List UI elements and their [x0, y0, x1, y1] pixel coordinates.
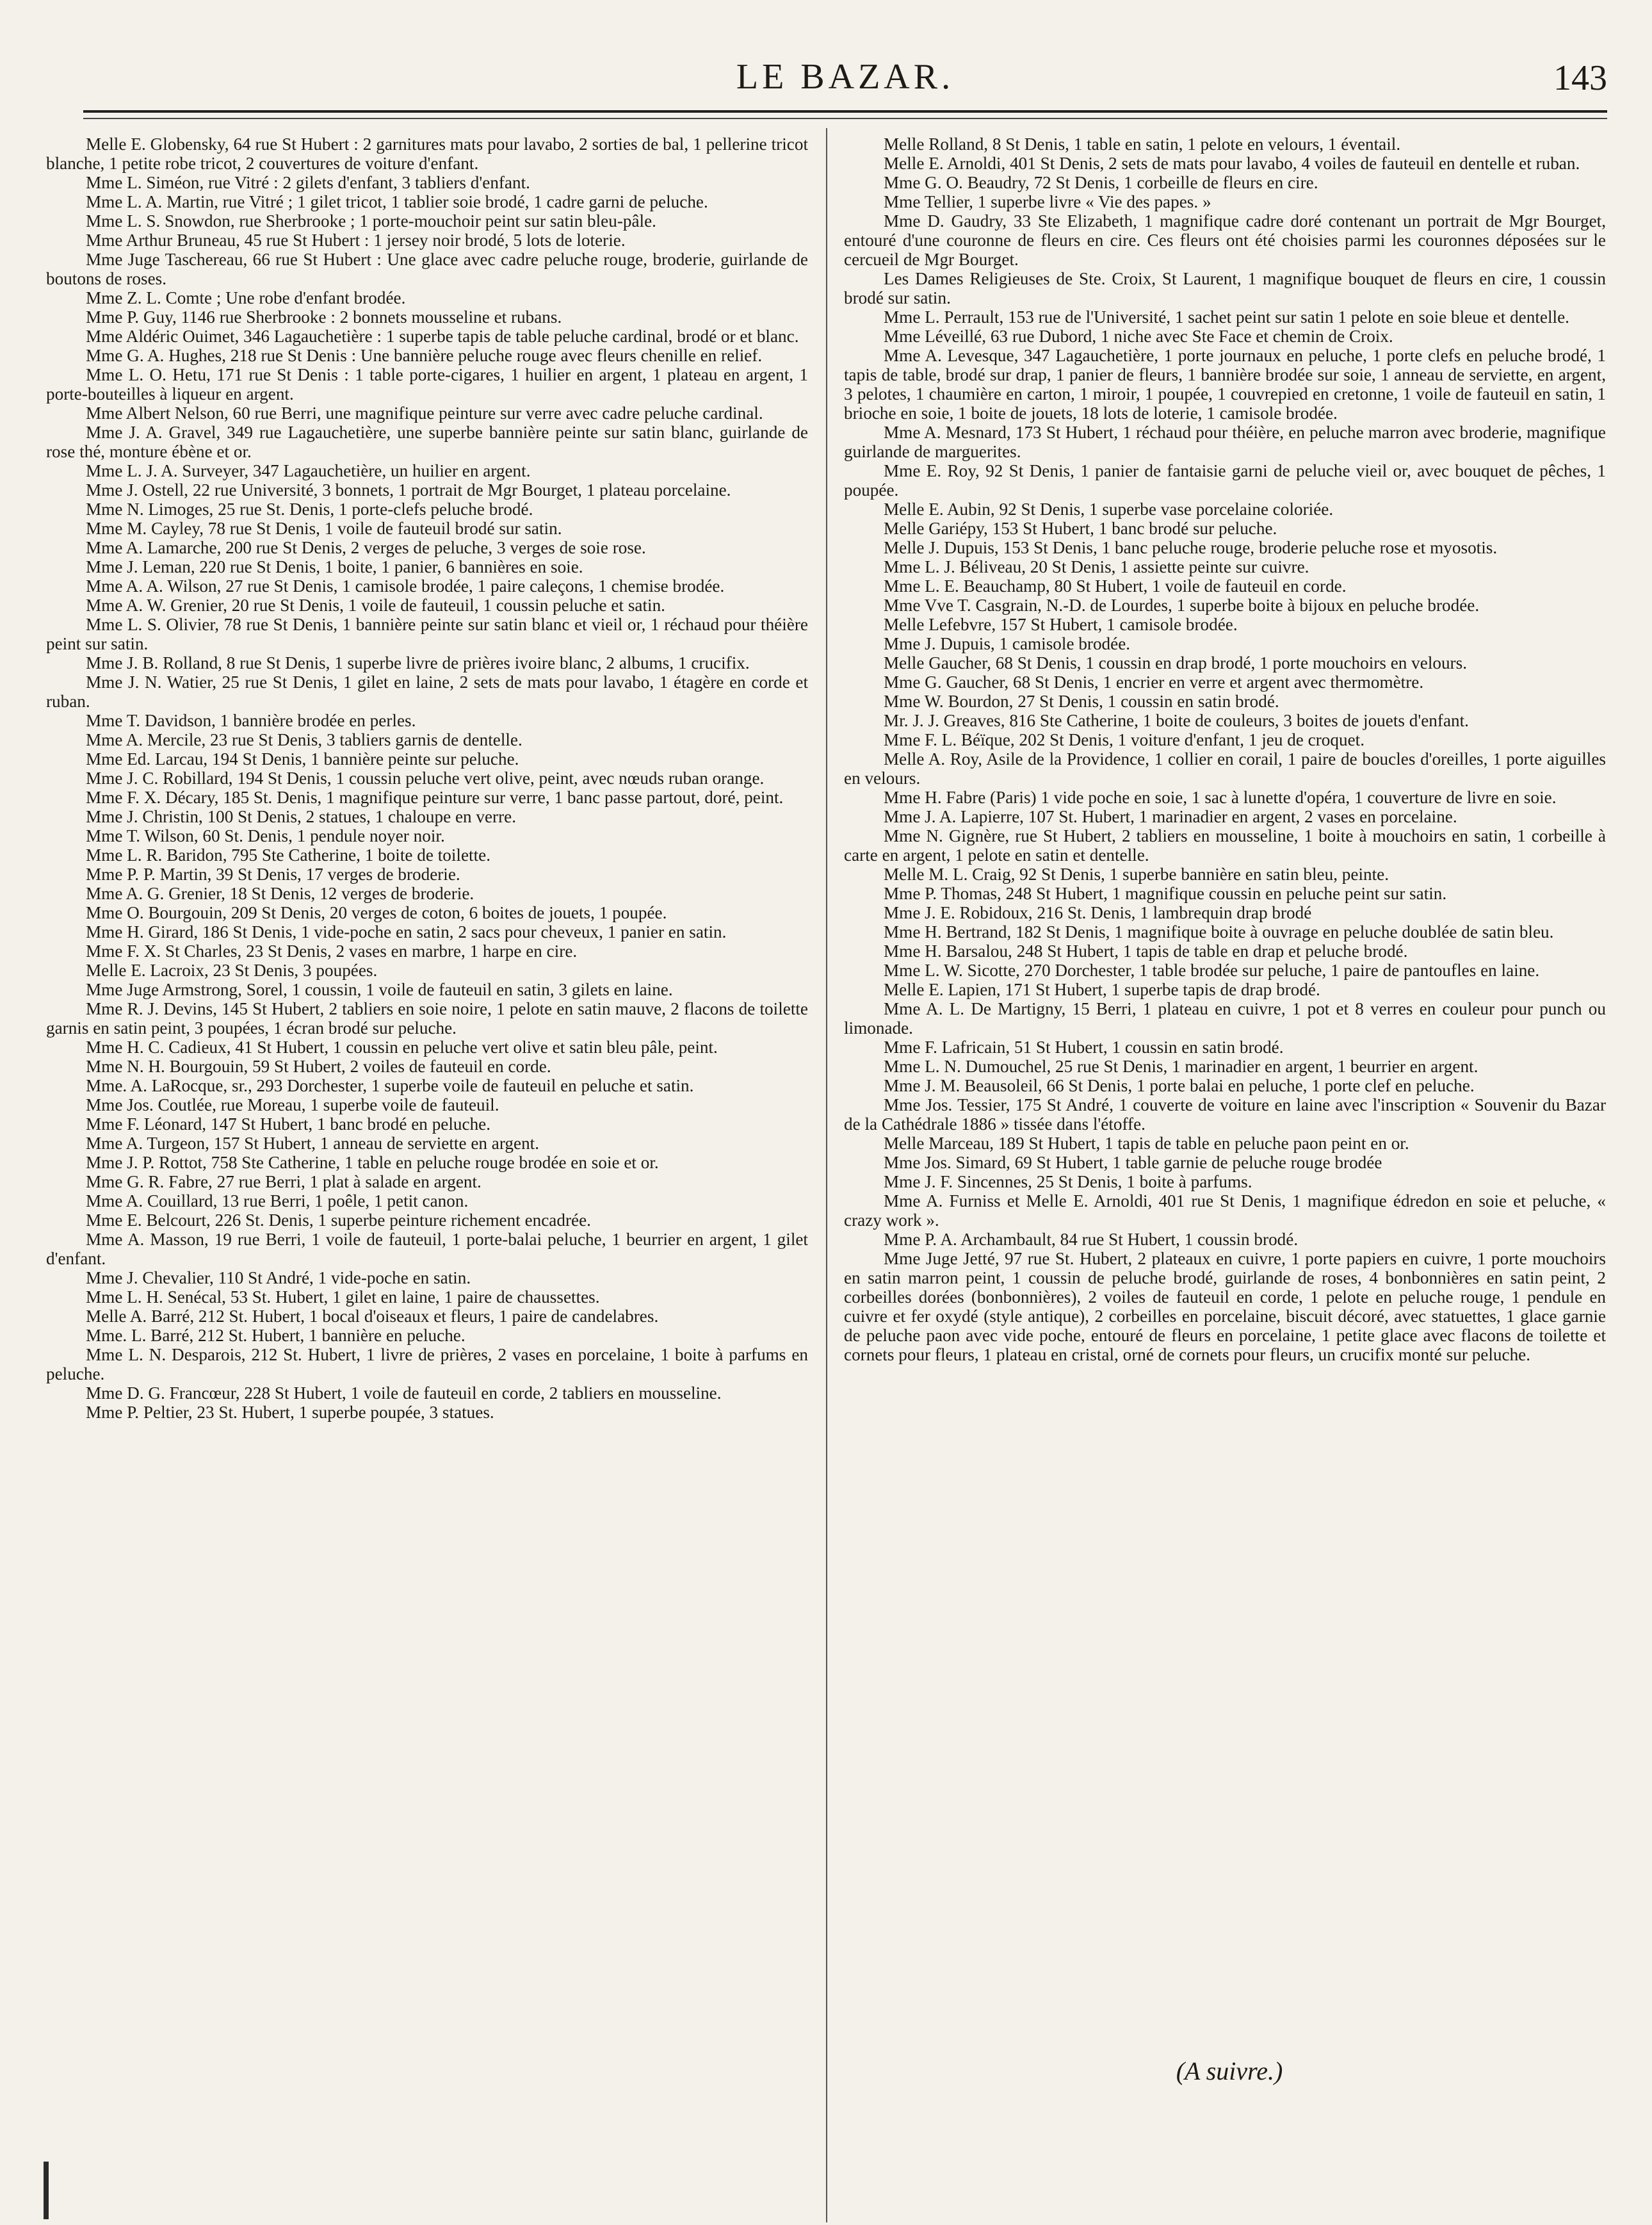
donor-entry: Mme H. Fabre (Paris) 1 vide poche en soie, 1 sac à lunette d'opéra, 1 couverture de livre en soie. [884, 788, 1557, 807]
donor-entry: Mme E. Roy, 92 St Denis, 1 panier de fantaisie garni de peluche vieil or, avec bouquet de pêches, 1 poupée. [844, 461, 1606, 500]
donor-entry: Mme L. J. A. Surveyer, 347 Lagauchetière, un huilier en argent. [86, 461, 531, 480]
donor-entry: Melle Gaucher, 68 St Denis, 1 coussin en drap brodé, 1 porte mouchoirs en velours. [884, 653, 1467, 672]
donor-entry: Mr. J. J. Greaves, 816 Ste Catherine, 1 boite de couleurs, 3 boites de jouets d'enfant. [884, 711, 1469, 730]
donor-entry: Mme J. C. Robillard, 194 St Denis, 1 coussin peluche vert olive, peint, avec nœuds ruban orange. [86, 769, 765, 788]
donor-entry: Mme Ed. Larcau, 194 St Denis, 1 bannière peinte sur peluche. [86, 749, 519, 769]
donor-entry: Melle Gariépy, 153 St Hubert, 1 banc brodé sur peluche. [884, 519, 1277, 538]
donor-entry: Mme P. A. Archambault, 84 rue St Hubert, 1 coussin brodé. [884, 1230, 1299, 1249]
donor-entry: Melle A. Roy, Asile de la Providence, 1 collier en corail, 1 paire de boucles d'oreilles, 1 porte aiguilles en velours. [844, 749, 1606, 788]
donor-entry: Mme. L. Barré, 212 St. Hubert, 1 bannière en peluche. [86, 1326, 466, 1345]
donor-entry: Melle Lefebvre, 157 St Hubert, 1 camisole brodée. [884, 615, 1238, 634]
donor-entry: Mme J. B. Rolland, 8 rue St Denis, 1 superbe livre de prières ivoire blanc, 2 albums, 1 crucifix. [86, 653, 750, 672]
donor-entry: Melle A. Barré, 212 St. Hubert, 1 bocal d'oiseaux et fleurs, 1 paire de candelabres. [86, 1307, 659, 1326]
donor-entry: Mme A. Masson, 19 rue Berri, 1 voile de fauteuil, 1 porte-balai peluche, 1 beurrier en argent, 1 gilet d'enfant. [46, 1230, 808, 1268]
donor-entry: Mme J. M. Beausoleil, 66 St Denis, 1 porte balai en peluche, 1 porte clef en peluche. [884, 1076, 1475, 1095]
donor-entry: Mme P. P. Martin, 39 St Denis, 17 verges de broderie. [86, 865, 460, 884]
donor-entry: Melle E. Arnoldi, 401 St Denis, 2 sets de mats pour lavabo, 4 voiles de fauteuil en dentelle et ruban. [884, 154, 1580, 173]
donor-entry: Mme H. Bertrand, 182 St Denis, 1 magnifique boite à ouvrage en peluche doublée de satin bleu. [884, 922, 1554, 941]
donor-entry: Mme Tellier, 1 superbe livre « Vie des papes. » [884, 192, 1211, 211]
donor-entry: Mme G. O. Beaudry, 72 St Denis, 1 corbeille de fleurs en cire. [884, 173, 1318, 192]
donor-entry: Melle E. Lapien, 171 St Hubert, 1 superbe tapis de drap brodé. [884, 980, 1320, 999]
donor-entry: Mme L. Siméon, rue Vitré : 2 gilets d'enfant, 3 tabliers d'enfant. [86, 173, 530, 192]
donor-entry: Mme A. Turgeon, 157 St Hubert, 1 anneau de serviette en argent. [86, 1134, 540, 1153]
donor-entry: Melle Rolland, 8 St Denis, 1 table en satin, 1 pelote en velours, 1 éventail. [884, 134, 1401, 154]
donor-entry: Mme L. H. Senécal, 53 St. Hubert, 1 gilet en laine, 1 paire de chaussettes. [86, 1287, 600, 1307]
donor-entry: Mme F. X. St Charles, 23 St Denis, 2 vases en marbre, 1 harpe en cire. [86, 941, 578, 961]
newspaper-title: LE BAZAR. [736, 57, 955, 97]
donor-entry: Mme T. Davidson, 1 bannière brodée en perles. [86, 711, 416, 730]
donor-entry: Mme Jos. Tessier, 175 St André, 1 couverte de voiture en laine avec l'inscription « Souvenir du Bazar de la Cathédrale 1886 » tissée dans l'étoffe. [844, 1095, 1606, 1134]
donor-entry: Mme P. Thomas, 248 St Hubert, 1 magnifique coussin en peluche peint sur satin. [884, 884, 1447, 903]
donor-entry: Mme A. Lamarche, 200 rue St Denis, 2 verges de peluche, 3 verges de soie rose. [86, 538, 646, 557]
donor-entry: Les Dames Religieuses de Ste. Croix, St Laurent, 1 magnifique bouquet de fleurs en cire, 1 coussin brodé sur satin. [844, 269, 1606, 307]
header-rule [83, 110, 1607, 113]
donor-entry: Mme L. W. Sicotte, 270 Dorchester, 1 table brodée sur peluche, 1 paire de pantoufles en laine. [884, 961, 1540, 980]
continued-note: (A suivre.) [1176, 2057, 1283, 2085]
donor-entry: Mme Léveillé, 63 rue Dubord, 1 niche avec Ste Face et chemin de Croix. [884, 327, 1393, 346]
donor-entry: Mme A. Levesque, 347 Lagauchetière, 1 porte journaux en peluche, 1 porte clefs en peluche brodé, 1 tapis de table, brodé sur drap, 1 panier de fleurs, 1 bannière brodée sur soie, 1 anneau de serviette, en argent, 3 pelotes, 1 chaumière en carton, 1 miroir, 1 poupée, 1 couvrepied en cretonne, 1 voile de fauteuil en satin, 1 brioche en soie, 1 boite de jouets, 18 lots de loterie, 1 camisole brodée. [844, 346, 1606, 423]
donor-entry: Melle E. Globensky, 64 rue St Hubert : 2 garnitures mats pour lavabo, 2 sorties de bal, 1 pellerine tricot blanche, 1 petite robe tricot, 2 couvertures de voiture d'enfant. [46, 134, 808, 173]
donor-entry: Mme G. A. Hughes, 218 rue St Denis : Une bannière peluche rouge avec fleurs chenille en relief. [86, 346, 763, 365]
donor-entry: Mme F. X. Décary, 185 St. Denis, 1 magnifique peinture sur verre, 1 banc passe partout, doré, peint. [86, 788, 784, 807]
donor-entry: Mme L. N. Desparois, 212 St. Hubert, 1 livre de prières, 2 vases en porcelaine, 1 boite à parfums en peluche. [46, 1345, 808, 1383]
donor-entry: Mme Juge Armstrong, Sorel, 1 coussin, 1 voile de fauteuil en satin, 3 gilets en laine. [86, 980, 673, 999]
donor-entry: Mme Z. L. Comte ; Une robe d'enfant brodée. [86, 288, 406, 307]
donor-entry: Melle E. Lacroix, 23 St Denis, 3 poupées. [86, 961, 378, 980]
donor-entry: Mme A. W. Grenier, 20 rue St Denis, 1 voile de fauteuil, 1 coussin peluche et satin. [86, 596, 665, 615]
donor-entry: Mme N. H. Bourgouin, 59 St Hubert, 2 voiles de fauteuil en corde. [86, 1057, 551, 1076]
donor-entry: Mme N. Limoges, 25 rue St. Denis, 1 porte-clefs peluche brodé. [86, 500, 533, 519]
donor-entry: Mme R. J. Devins, 145 St Hubert, 2 tabliers en soie noire, 1 pelote en satin mauve, 2 flacons de toilette garnis en satin peint, 3 poupées, 1 écran brodé sur peluche. [46, 999, 808, 1038]
donor-entry: Mme Jos. Coutlée, rue Moreau, 1 superbe voile de fauteuil. [86, 1095, 499, 1114]
donor-entry: Mme J. N. Watier, 25 rue St Denis, 1 gilet en laine, 2 sets de mats pour lavabo, 1 étagère en corde et ruban. [46, 672, 808, 711]
donor-entry: Mme L. A. Martin, rue Vitré ; 1 gilet tricot, 1 tablier soie brodé, 1 cadre garni de peluche. [86, 192, 708, 211]
column-divider [826, 128, 827, 2222]
donor-entry: Mme D. G. Francœur, 228 St Hubert, 1 voile de fauteuil en corde, 2 tabliers en mousseline. [86, 1383, 722, 1403]
donor-entry: Mme O. Bourgouin, 209 St Denis, 20 verges de coton, 6 boites de jouets, 1 poupée. [86, 903, 667, 922]
donor-entry: Mme J. E. Robidoux, 216 St. Denis, 1 lambrequin drap brodé [884, 903, 1312, 922]
donor-entry: Mme N. Gignère, rue St Hubert, 2 tabliers en mousseline, 1 boite à mouchoirs en satin, 1 corbeille à carte en argent, 1 pelote en satin et dentelle. [844, 826, 1606, 865]
donor-entry: Mme A. Furniss et Melle E. Arnoldi, 401 rue St Denis, 1 magnifique édredon en soie et peluche, « crazy work ». [844, 1191, 1606, 1230]
donor-entry: Mme L. J. Béliveau, 20 St Denis, 1 assiette peinte sur cuivre. [884, 557, 1309, 576]
donor-entry: Mme G. Gaucher, 68 St Denis, 1 encrier en verre et argent avec thermomètre. [884, 672, 1424, 692]
donor-entry: Mme L. E. Beauchamp, 80 St Hubert, 1 voile de fauteuil en corde. [884, 576, 1347, 596]
donor-entry: Mme A. G. Grenier, 18 St Denis, 12 verges de broderie. [86, 884, 474, 903]
donor-entry: Mme Arthur Bruneau, 45 rue St Hubert : 1 jersey noir brodé, 5 lots de loterie. [86, 231, 626, 250]
donor-entry: Mme L. S. Snowdon, rue Sherbrooke ; 1 porte-mouchoir peint sur satin bleu-pâle. [86, 211, 656, 231]
donor-entry: Mme J. A. Gravel, 349 rue Lagauchetière, une superbe bannière peinte sur satin blanc, guirlande de rose thé, monture ébène et or. [46, 423, 808, 461]
donor-entry: Mme J. Ostell, 22 rue Université, 3 bonnets, 1 portrait de Mgr Bourget, 1 plateau porcelaine. [86, 480, 731, 500]
donor-entry: Mme W. Bourdon, 27 St Denis, 1 coussin en satin brodé. [884, 692, 1279, 711]
donor-entry: Mme F. Lafricain, 51 St Hubert, 1 coussin en satin brodé. [884, 1038, 1284, 1057]
donor-entry: Mme H. Girard, 186 St Denis, 1 vide-poche en satin, 2 sacs pour cheveux, 1 panier en satin. [86, 922, 727, 941]
donor-entry: Mme L. Perrault, 153 rue de l'Université, 1 sachet peint sur satin 1 pelote en soie bleue et dentelle. [884, 307, 1569, 327]
donor-entry: Mme L. R. Baridon, 795 Ste Catherine, 1 boite de toilette. [86, 845, 490, 865]
donor-entry: Mme Juge Taschereau, 66 rue St Hubert : Une glace avec cadre peluche rouge, broderie, guirlande de boutons de roses. [46, 250, 808, 288]
donor-entry: Mme A. L. De Martigny, 15 Berri, 1 plateau en cuivre, 1 pot et 8 verres en couleur pour punch ou limonade. [844, 999, 1606, 1038]
donor-entry: Mme J. P. Rottot, 758 Ste Catherine, 1 table en peluche rouge brodée en soie et or. [86, 1153, 659, 1172]
donor-entry: Mme L. N. Dumouchel, 25 rue St Denis, 1 marinadier en argent, 1 beurrier en argent. [884, 1057, 1478, 1076]
donor-entry: Mme F. L. Béïque, 202 St Denis, 1 voiture d'enfant, 1 jeu de croquet. [884, 730, 1365, 749]
donor-entry: Mme T. Wilson, 60 St. Denis, 1 pendule noyer noir. [86, 826, 445, 845]
donor-entry: Mme J. Dupuis, 1 camisole brodée. [884, 634, 1131, 653]
donor-entry: Mme. A. LaRocque, sr., 293 Dorchester, 1 superbe voile de fauteuil en peluche et satin. [86, 1076, 694, 1095]
header-rule-thin [83, 118, 1607, 119]
donor-entry: Mme Vve T. Casgrain, N.-D. de Lourdes, 1 superbe boite à bijoux en peluche brodée. [884, 596, 1480, 615]
donor-entry: Mme H. C. Cadieux, 41 St Hubert, 1 coussin en peluche vert olive et satin bleu pâle, peint. [86, 1038, 718, 1057]
donor-entry: Mme H. Barsalou, 248 St Hubert, 1 tapis de table en drap et peluche brodé. [884, 941, 1408, 961]
donor-entry: Mme Albert Nelson, 60 rue Berri, une magnifique peinture sur verre avec cadre peluche cardinal. [86, 403, 763, 423]
page-edge-mark [44, 2162, 49, 2219]
donor-entry: Mme L. O. Hetu, 171 rue St Denis : 1 table porte-cigares, 1 huilier en argent, 1 plateau en argent, 1 porte-bouteilles à liqueur en argent. [46, 365, 808, 403]
donor-entry: Mme Jos. Simard, 69 St Hubert, 1 table garnie de peluche rouge brodée [884, 1153, 1382, 1172]
donor-entry: Mme J. F. Sincennes, 25 St Denis, 1 boite à parfums. [884, 1172, 1252, 1191]
donor-entry: Mme M. Cayley, 78 rue St Denis, 1 voile de fauteuil brodé sur satin. [86, 519, 562, 538]
donor-entry: Mme J. Leman, 220 rue St Denis, 1 boite, 1 panier, 6 bannières en soie. [86, 557, 583, 576]
donor-entry: Mme D. Gaudry, 33 Ste Elizabeth, 1 magnifique cadre doré contenant un portrait de Mgr Bourget, entouré d'une couronne de fleurs en cire. Ces fleurs ont été choisies parmi les couronnes déposées sur le cercueil de Mgr Bourget. [844, 211, 1606, 269]
donor-entry: Mme F. Léonard, 147 St Hubert, 1 banc brodé en peluche. [86, 1114, 491, 1134]
donor-entry: Mme P. Guy, 1146 rue Sherbrooke : 2 bonnets mousseline et rubans. [86, 307, 562, 327]
donor-entry: Mme G. R. Fabre, 27 rue Berri, 1 plat à salade en argent. [86, 1172, 482, 1191]
donor-entry: Mme P. Peltier, 23 St. Hubert, 1 superbe poupée, 3 statues. [86, 1403, 494, 1422]
donor-entry: Mme J. Christin, 100 St Denis, 2 statues, 1 chaloupe en verre. [86, 807, 517, 826]
donor-entry: Mme A. Mercile, 23 rue St Denis, 3 tabliers garnis de dentelle. [86, 730, 522, 749]
donor-entry: Melle J. Dupuis, 153 St Denis, 1 banc peluche rouge, broderie peluche rose et myosotis. [884, 538, 1498, 557]
right-column [844, 134, 1606, 1364]
donor-entry: Mme A. Couillard, 13 rue Berri, 1 poêle, 1 petit canon. [86, 1191, 469, 1210]
donor-entry: Mme Aldéric Ouimet, 346 Lagauchetière : 1 superbe tapis de table peluche cardinal, brodé or et blanc. [86, 327, 799, 346]
page-number: 143 [1553, 58, 1607, 98]
donor-entry: Mme Juge Jetté, 97 rue St. Hubert, 2 plateaux en cuivre, 1 porte papiers en cuivre, 1 porte mouchoirs en satin marron peint, 1 coussin de peluche brodé, guirlande de roses, 4 bonbonnières en satin peint, 2 corbeilles dorées (bonbonnières), 2 voiles de fauteuil en corde, 1 pelote en peluche rouge, 1 pendule en cuivre et fer oxydé (style antique), 2 corbeilles en porcelaine, biscuit décoré, avec statuettes, 1 glace garnie de peluche paon avec vide poche, entouré de fleurs en porcelaine, 1 petite glace avec flacons de toilette et cornets pour fleurs, 1 plateau en cristal, orné de cornets pour fleurs, un crucifix monté sur peluche. [844, 1249, 1606, 1364]
donor-entry: Mme J. A. Lapierre, 107 St. Hubert, 1 marinadier en argent, 2 vases en porcelaine. [884, 807, 1457, 826]
donor-entry: Mme J. Chevalier, 110 St André, 1 vide-poche en satin. [86, 1268, 471, 1287]
donor-entry: Melle M. L. Craig, 92 St Denis, 1 superbe bannière en satin bleu, peinte. [884, 865, 1389, 884]
donor-entry: Mme A. A. Wilson, 27 rue St Denis, 1 camisole brodée, 1 paire caleçons, 1 chemise brodée. [86, 576, 725, 596]
donor-entry: Mme A. Mesnard, 173 St Hubert, 1 réchaud pour théière, en peluche marron avec broderie, magnifique guirlande de marguerites. [844, 423, 1606, 461]
donor-entry: Melle E. Aubin, 92 St Denis, 1 superbe vase porcelaine coloriée. [884, 500, 1334, 519]
left-column [46, 134, 808, 1422]
donor-entry: Mme L. S. Olivier, 78 rue St Denis, 1 bannière peinte sur satin blanc et vieil or, 1 réchaud pour théière peint sur satin. [46, 615, 808, 653]
page-header [83, 56, 1607, 101]
donor-entry: Melle Marceau, 189 St Hubert, 1 tapis de table en peluche paon peint en or. [884, 1134, 1409, 1153]
donor-entry: Mme E. Belcourt, 226 St. Denis, 1 superbe peinture richement encadrée. [86, 1210, 591, 1230]
